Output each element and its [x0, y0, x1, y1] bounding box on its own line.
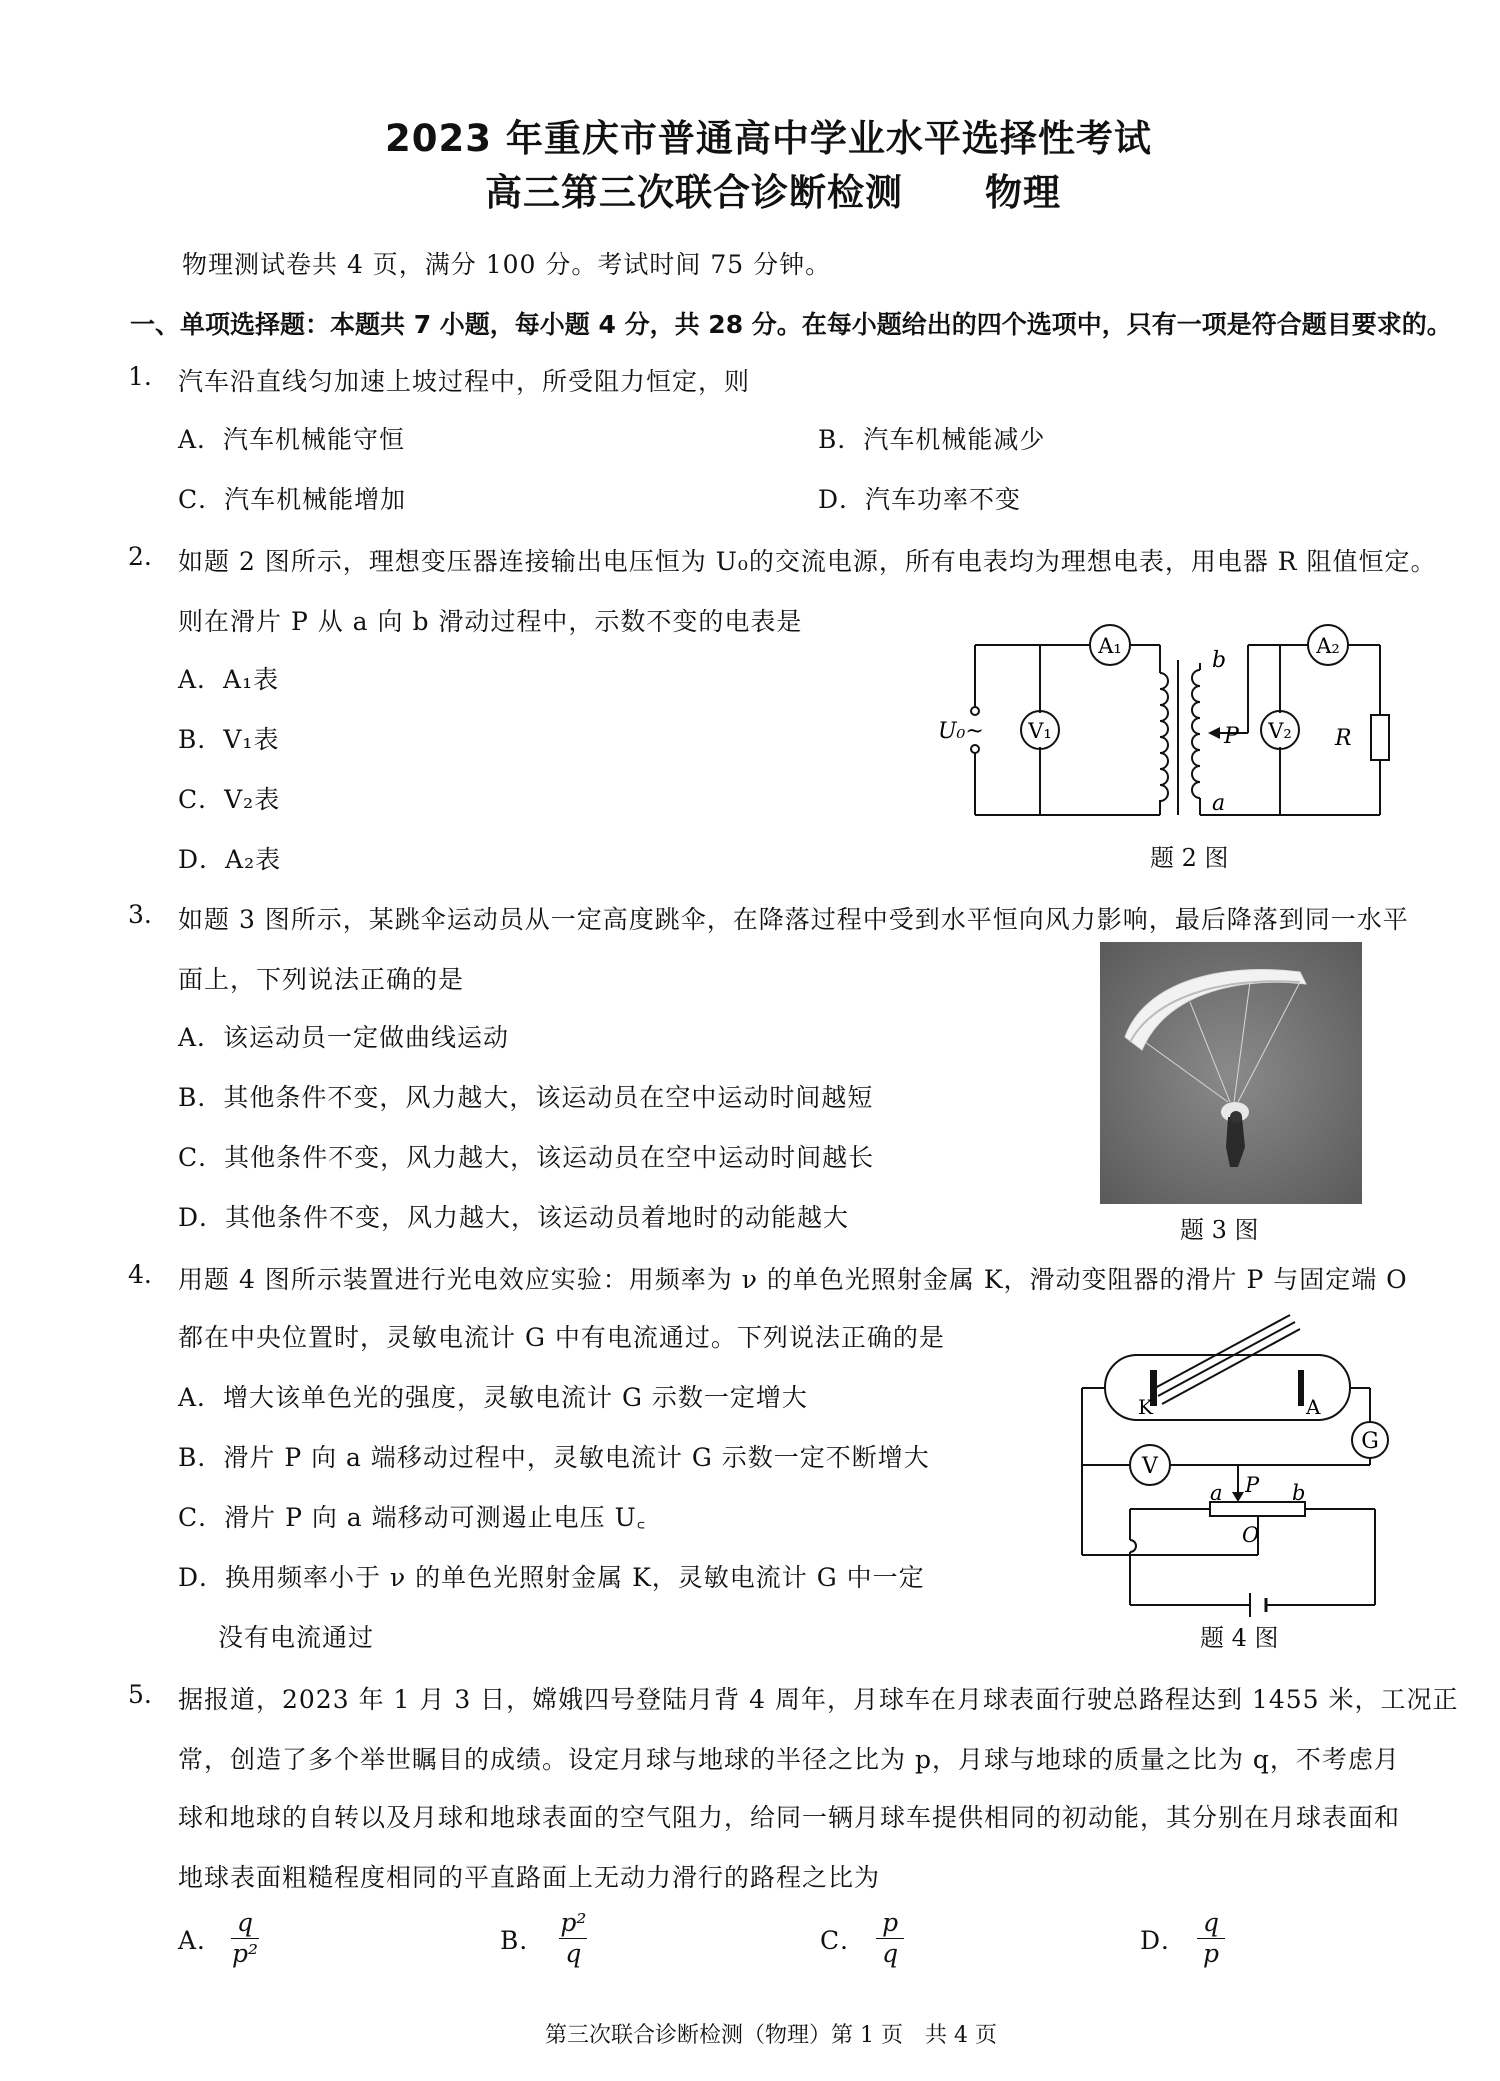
q2-number: 2.: [128, 542, 152, 571]
q5-option-a-fraction: $\frac{q}{\text{p²}}$: [232, 1908, 259, 1968]
q1-number: 1.: [128, 362, 152, 391]
q1-option-a: A．汽车机械能守恒: [178, 425, 406, 454]
q5-option-d: D． $\frac{q}{p}$: [1140, 1908, 1225, 1969]
q4-label-o: O: [1242, 1523, 1260, 1547]
q1-option-c: C．汽车机械能增加: [178, 485, 407, 514]
q3-option-d: D．其他条件不变，风力越大，该运动员着地时的动能越大: [178, 1203, 850, 1232]
q4-option-a: A．增大该单色光的强度，灵敏电流计 G 示数一定增大: [178, 1383, 808, 1412]
q2-stem-line2: 则在滑片 P 从 a 向 b 滑动过程中，示数不变的电表是: [178, 607, 803, 636]
q2-option-a: A．A₁表: [178, 665, 280, 694]
q5-option-a: A． $\frac{q}{\text{p²}}$: [178, 1908, 259, 1968]
q2-ammeter-a2-label: A₂: [1316, 634, 1340, 658]
q4-galvanometer-label: G: [1361, 1429, 1379, 1454]
q2-voltmeter-v1-label: V₁: [1028, 719, 1052, 743]
title-line1: 2023 年重庆市普通高中学业水平选择性考试: [385, 117, 1152, 160]
q1-stem: 汽车沿直线匀加速上坡过程中，所受阻力恒定，则: [178, 367, 751, 396]
q3-stem-line1: 如题 3 图所示，某跳伞运动员从一定高度跳伞，在降落过程中受到水平恒向风力影响，最后降落到同一水平: [178, 905, 1409, 934]
q5-stem-line4: 地球表面粗糙程度相同的平直路面上无动力滑行的路程之比为: [178, 1863, 881, 1892]
q3-figure-parachute-photo: [1100, 942, 1362, 1204]
q5-option-b-fraction: $\frac{\text{p²}}{q}$: [560, 1908, 587, 1968]
q3-option-c: C．其他条件不变，风力越大，该运动员在空中运动时间越长: [178, 1143, 875, 1172]
q5-stem-line2: 常，创造了多个举世瞩目的成绩。设定月球与地球的半径之比为 p，月球与地球的质量之比为 q，不考虑月: [178, 1745, 1400, 1774]
q2-stem-line1: 如题 2 图所示，理想变压器连接输出电压恒为 U₀的交流电源，所有电表均为理想电表，用电器 R 阻值恒定。: [178, 547, 1437, 576]
q2-source-label: U₀~: [938, 719, 984, 744]
q2-label-b: b: [1212, 648, 1227, 673]
intro-text: 物理测试卷共 4 页，满分 100 分。考试时间 75 分钟。: [182, 250, 832, 279]
section-heading: 一、单项选择题：本题共 7 小题，每小题 4 分，共 28 分。在每小题给出的四个选项中，只有一项是符合题目要求的。: [130, 310, 1452, 339]
q2-ammeter-a1-label: A₁: [1098, 634, 1122, 658]
q3-number: 3.: [128, 900, 152, 929]
q1-option-b: B．汽车机械能减少: [818, 425, 1046, 454]
q2-figure-circuit: [930, 615, 1410, 830]
q5-option-b: B． $\frac{\text{p²}}{q}$: [500, 1908, 587, 1968]
q4-number: 4.: [128, 1260, 152, 1289]
q4-voltmeter-label: V: [1142, 1454, 1158, 1479]
q4-stem-line2: 都在中央位置时，灵敏电流计 G 中有电流通过。下列说法正确的是: [178, 1323, 945, 1352]
q5-option-c-fraction: $\frac{p}{q}$: [876, 1908, 904, 1969]
q4-label-a: a: [1210, 1481, 1223, 1505]
q4-figure-circuit: [1070, 1310, 1400, 1635]
q4-figure-caption: 题 4 图: [1200, 1624, 1279, 1652]
q1-option-d: D．汽车功率不变: [818, 485, 1022, 514]
q2-option-b: B．V₁表: [178, 725, 280, 754]
q2-option-d: D．A₂表: [178, 845, 282, 874]
q4-option-d-cont: 没有电流通过: [218, 1623, 375, 1652]
q5-number: 5.: [128, 1680, 152, 1709]
q2-label-a: a: [1212, 791, 1226, 816]
q4-label-a-plate: A: [1306, 1395, 1321, 1419]
q4-stem-line1: 用题 4 图所示装置进行光电效应实验：用频率为 ν 的单色光照射金属 K，滑动变阻器的滑片 P 与固定端 O: [178, 1265, 1408, 1294]
q4-label-b: b: [1292, 1481, 1306, 1505]
title-line2-main: 高三第三次联合诊断检测: [485, 171, 903, 214]
q3-option-a: A．该运动员一定做曲线运动: [178, 1023, 510, 1052]
q4-option-d: D．换用频率小于 ν 的单色光照射金属 K，灵敏电流计 G 中一定: [178, 1563, 925, 1592]
title-line2-subject: 物理: [985, 171, 1061, 214]
page-footer: 第三次联合诊断检测（物理）第 1 页 共 4 页: [545, 2023, 997, 2048]
q3-stem-line2: 面上，下列说法正确的是: [178, 965, 465, 994]
q4-label-k: K: [1138, 1395, 1153, 1419]
q4-option-c: C．滑片 P 向 a 端移动可测遏止电压 U꜀: [178, 1503, 647, 1532]
q5-stem-line3: 球和地球的自转以及月球和地球表面的空气阻力，给同一辆月球车提供相同的初动能，其分别在月球表面和: [178, 1803, 1401, 1832]
q4-label-p: P: [1245, 1473, 1260, 1497]
q4-option-b: B．滑片 P 向 a 端移动过程中，灵敏电流计 G 示数一定不断增大: [178, 1443, 930, 1472]
q2-label-r: R: [1335, 726, 1352, 751]
q3-option-b: B．其他条件不变，风力越大，该运动员在空中运动时间越短: [178, 1083, 874, 1112]
q2-figure-caption: 题 2 图: [1150, 844, 1229, 872]
q5-option-d-fraction: $\frac{q}{p}$: [1197, 1908, 1225, 1969]
q5-option-c: C． $\frac{p}{q}$: [820, 1908, 904, 1969]
q5-stem-line1: 据报道，2023 年 1 月 3 日，嫦娥四号登陆月背 4 周年，月球车在月球表面行驶总路程达到 1455 米，工况正: [178, 1685, 1459, 1714]
q2-voltmeter-v2-label: V₂: [1268, 719, 1292, 743]
q2-label-p: P: [1224, 724, 1239, 749]
q3-figure-caption: 题 3 图: [1180, 1216, 1259, 1244]
q2-option-c: C．V₂表: [178, 785, 281, 814]
